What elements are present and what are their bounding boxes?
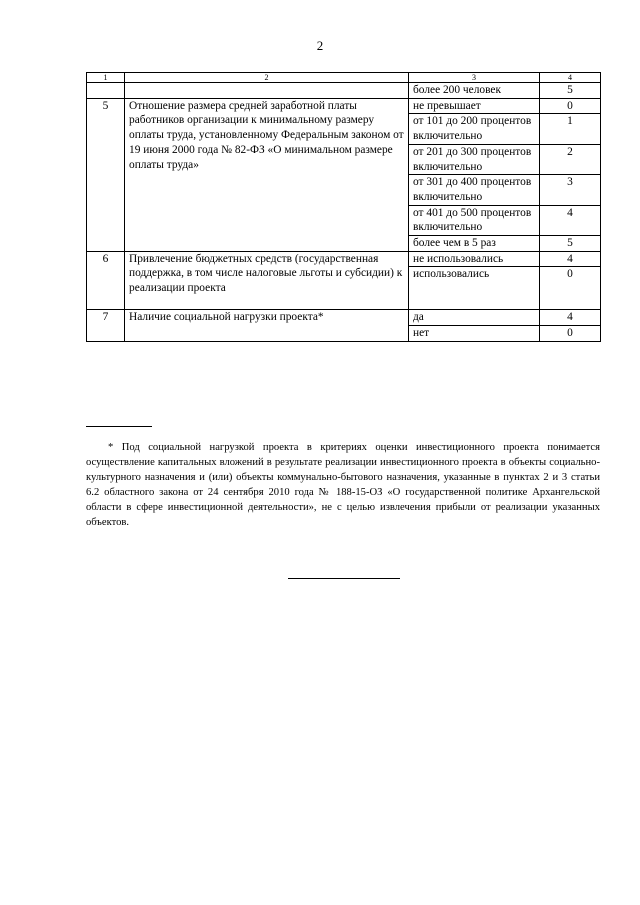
row-number: 7 xyxy=(87,310,125,341)
option-value: более 200 человек xyxy=(409,83,540,99)
option-value: от 301 до 400 процентов включительно xyxy=(409,175,540,205)
option-value: не использовались xyxy=(409,251,540,267)
criterion-text: Привлечение бюджетных средств (государственная поддержка, в том числе налоговые льготы и субсидии) к реализации проекта xyxy=(125,251,409,310)
row-number: 6 xyxy=(87,251,125,310)
header-col-4: 4 xyxy=(540,73,601,83)
option-points: 0 xyxy=(540,267,601,310)
option-points: 5 xyxy=(540,236,601,252)
document-end-line xyxy=(288,578,400,579)
page-number: 2 xyxy=(316,38,324,53)
criterion-text: Наличие социальной нагрузки проекта* xyxy=(125,310,409,341)
option-points: 0 xyxy=(540,98,601,114)
row-number: 5 xyxy=(87,98,125,251)
option-points: 4 xyxy=(540,251,601,267)
option-points: 0 xyxy=(540,326,601,342)
option-value: от 401 до 500 процентов включительно xyxy=(409,205,540,235)
option-value: нет xyxy=(409,326,540,342)
table-row xyxy=(87,310,601,326)
footnote-separator xyxy=(86,426,152,427)
option-points: 4 xyxy=(540,205,601,235)
header-col-2: 2 xyxy=(125,73,409,83)
option-value: от 201 до 300 процентов включительно xyxy=(409,144,540,174)
option-points: 4 xyxy=(540,310,601,326)
table-row xyxy=(87,83,601,99)
option-points: 5 xyxy=(540,83,601,99)
table-header-row xyxy=(87,73,601,83)
table-row xyxy=(87,98,601,114)
header-col-3: 3 xyxy=(409,73,540,83)
criterion-cell xyxy=(125,83,409,99)
table-row xyxy=(87,251,601,267)
header-col-1: 1 xyxy=(87,73,125,83)
option-value: да xyxy=(409,310,540,326)
option-value: не превышает xyxy=(409,98,540,114)
option-value: от 101 до 200 процентов включительно xyxy=(409,114,540,144)
row-number-cell xyxy=(87,83,125,99)
option-points: 2 xyxy=(540,144,601,174)
criterion-text: Отношение размера средней заработной платы работников организации к минимальному размеру оплаты труда, установленному Федеральным законом от 19 июня 2000 года № 82-ФЗ «О минимальном размере оплаты труда» xyxy=(125,98,409,251)
option-points: 1 xyxy=(540,114,601,144)
option-value: использовались xyxy=(409,267,540,310)
footnote-text: * Под социальной нагрузкой проекта в критериях оценки инвестиционного проекта понимается осуществление капитальных вложений в результате реализации инвестиционного проекта в объекты социально-культурного назначения и (или) объекты коммунально-бытового назначения, указанные в пунктах 2 и 3 статьи 6.2 областного закона от 24 сентября 2010 года № 188-15-ОЗ «О государственной политике Архангельской области в сфере инвестиционной деятельности», не с целью извлечения прибыли от реализации указанных объектов. xyxy=(86,442,600,528)
criteria-table xyxy=(86,72,601,342)
option-value: более чем в 5 раз xyxy=(409,236,540,252)
option-points: 3 xyxy=(540,175,601,205)
